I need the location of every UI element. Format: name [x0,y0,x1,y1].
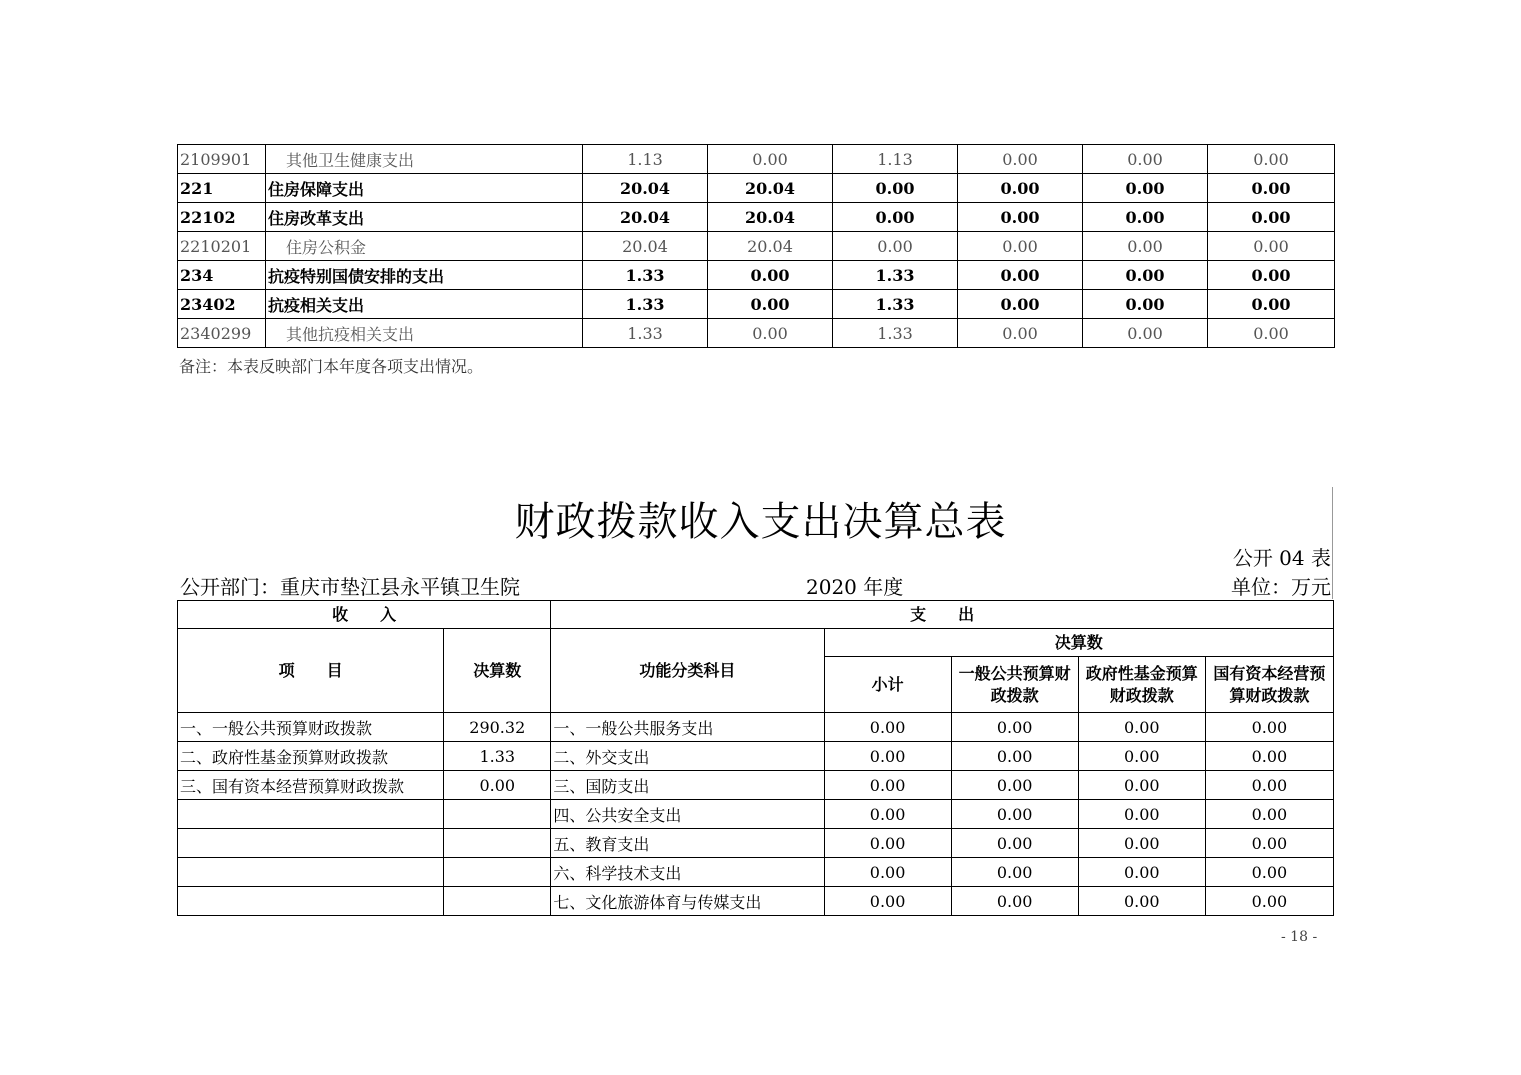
row-project: 1.33 [833,319,958,348]
table-note: 备注：本表反映部门本年度各项支出情况。 [179,357,484,376]
page-number: - 18 - [1281,929,1318,945]
row-basic: 20.04 [708,203,833,232]
row-project: 1.33 [833,290,958,319]
capital-value: 0.00 [1205,742,1333,771]
row-col6: 0.00 [1208,319,1335,348]
row-col4: 0.00 [958,203,1083,232]
row-col6: 0.00 [1208,174,1335,203]
income-header: 收 入 [178,601,551,629]
subtotal-header: 小计 [824,657,951,713]
income-item [178,800,444,829]
capital-value: 0.00 [1205,800,1333,829]
state-capital-header: 国有资本经营预算财政拨款 [1205,657,1333,713]
capital-value: 0.00 [1205,713,1333,742]
row-basic: 0.00 [708,261,833,290]
capital-value: 0.00 [1205,771,1333,800]
page-title: 财政拨款收入支出决算总表 [514,499,1007,545]
fund-value: 0.00 [1078,829,1205,858]
subtotal-value: 0.00 [824,887,951,916]
expense-item: 七、文化旅游体育与传媒支出 [551,887,824,916]
general-value: 0.00 [951,742,1078,771]
row-name: 抗疫相关支出 [266,290,583,319]
row-basic: 0.00 [708,290,833,319]
income-amount: 1.33 [444,742,551,771]
row-col6: 0.00 [1208,261,1335,290]
row-col5: 0.00 [1083,203,1208,232]
row-col4: 0.00 [958,261,1083,290]
row-basic: 20.04 [708,174,833,203]
expense-header: 支 出 [551,601,1334,629]
expense-item: 五、教育支出 [551,829,824,858]
row-col5: 0.00 [1083,319,1208,348]
row-col4: 0.00 [958,145,1083,174]
income-amount [444,800,551,829]
general-budget-header: 一般公共预算财政拨款 [951,657,1078,713]
subtotal-value: 0.00 [824,858,951,887]
fund-value: 0.00 [1078,713,1205,742]
general-value: 0.00 [951,771,1078,800]
row-total: 1.33 [583,319,708,348]
amount-header: 决算数 [444,629,551,713]
expense-item: 一、一般公共服务支出 [551,713,824,742]
expense-item: 六、科学技术支出 [551,858,824,887]
row-col6: 0.00 [1208,203,1335,232]
table-row [178,713,1334,742]
income-item: 一、一般公共预算财政拨款 [178,713,444,742]
row-col6: 0.00 [1208,290,1335,319]
subtotal-value: 0.00 [824,713,951,742]
row-code: 234 [178,261,266,290]
table-row [178,261,1335,290]
table-row [178,800,1334,829]
expense-item: 三、国防支出 [551,771,824,800]
function-category-header: 功能分类科目 [551,629,824,713]
row-col5: 0.00 [1083,145,1208,174]
row-name: 其他抗疫相关支出 [266,319,583,348]
fund-value: 0.00 [1078,800,1205,829]
unit-label: 单位：万元 [1231,575,1331,599]
subtotal-value: 0.00 [824,800,951,829]
capital-value: 0.00 [1205,887,1333,916]
table-row [178,829,1334,858]
income-amount: 290.32 [444,713,551,742]
income-item [178,858,444,887]
row-code: 2340299 [178,319,266,348]
row-project: 1.13 [833,145,958,174]
table-row [178,232,1335,261]
row-project: 1.33 [833,261,958,290]
subtotal-value: 0.00 [824,742,951,771]
expense-item: 四、公共安全支出 [551,800,824,829]
expense-item: 二、外交支出 [551,742,824,771]
capital-value: 0.00 [1205,858,1333,887]
row-col4: 0.00 [958,232,1083,261]
item-header: 项 目 [178,629,444,713]
general-value: 0.00 [951,713,1078,742]
row-name: 住房保障支出 [266,174,583,203]
row-col5: 0.00 [1083,174,1208,203]
fund-value: 0.00 [1078,887,1205,916]
row-name: 住房改革支出 [266,203,583,232]
final-amount-header: 决算数 [824,629,1333,657]
row-code: 23402 [178,290,266,319]
table-row [178,203,1335,232]
row-project: 0.00 [833,174,958,203]
expenditure-continuation-table [177,144,1335,348]
table-row [178,145,1335,174]
income-item [178,829,444,858]
row-basic: 0.00 [708,319,833,348]
general-value: 0.00 [951,800,1078,829]
row-basic: 0.00 [708,145,833,174]
row-code: 2109901 [178,145,266,174]
table-row [178,319,1335,348]
income-amount [444,858,551,887]
table-row [178,771,1334,800]
row-name: 抗疫特别国债安排的支出 [266,261,583,290]
row-col5: 0.00 [1083,232,1208,261]
fund-value: 0.00 [1078,771,1205,800]
table-number: 公开 04 表 [1232,546,1331,570]
row-col5: 0.00 [1083,290,1208,319]
row-basic: 20.04 [708,232,833,261]
table-row [178,174,1335,203]
capital-value: 0.00 [1205,829,1333,858]
gov-fund-header: 政府性基金预算财政拨款 [1078,657,1205,713]
row-name: 其他卫生健康支出 [266,145,583,174]
row-col4: 0.00 [958,319,1083,348]
row-col6: 0.00 [1208,232,1335,261]
row-total: 1.13 [583,145,708,174]
row-col5: 0.00 [1083,261,1208,290]
income-amount [444,887,551,916]
row-col4: 0.00 [958,174,1083,203]
row-name: 住房公积金 [266,232,583,261]
row-project: 0.00 [833,203,958,232]
header-row [178,601,1334,629]
income-item [178,887,444,916]
income-item: 二、政府性基金预算财政拨款 [178,742,444,771]
row-total: 20.04 [583,203,708,232]
row-col6: 0.00 [1208,145,1335,174]
header-row [178,629,1334,657]
table-row [178,858,1334,887]
income-amount [444,829,551,858]
row-code: 2210201 [178,232,266,261]
row-total: 20.04 [583,232,708,261]
general-value: 0.00 [951,858,1078,887]
row-code: 221 [178,174,266,203]
table-row [178,887,1334,916]
row-total: 1.33 [583,290,708,319]
general-value: 0.00 [951,829,1078,858]
fund-value: 0.00 [1078,742,1205,771]
income-amount: 0.00 [444,771,551,800]
row-project: 0.00 [833,232,958,261]
income-item: 三、国有资本经营预算财政拨款 [178,771,444,800]
fiscal-summary-table [177,600,1334,916]
row-total: 1.33 [583,261,708,290]
row-total: 20.04 [583,174,708,203]
year-label: 2020 年度 [806,575,904,599]
subtotal-value: 0.00 [824,829,951,858]
fund-value: 0.00 [1078,858,1205,887]
table-row [178,290,1335,319]
department-label: 公开部门：重庆市垫江县永平镇卫生院 [180,575,520,599]
subtotal-value: 0.00 [824,771,951,800]
general-value: 0.00 [951,887,1078,916]
table-row [178,742,1334,771]
row-col4: 0.00 [958,290,1083,319]
row-code: 22102 [178,203,266,232]
